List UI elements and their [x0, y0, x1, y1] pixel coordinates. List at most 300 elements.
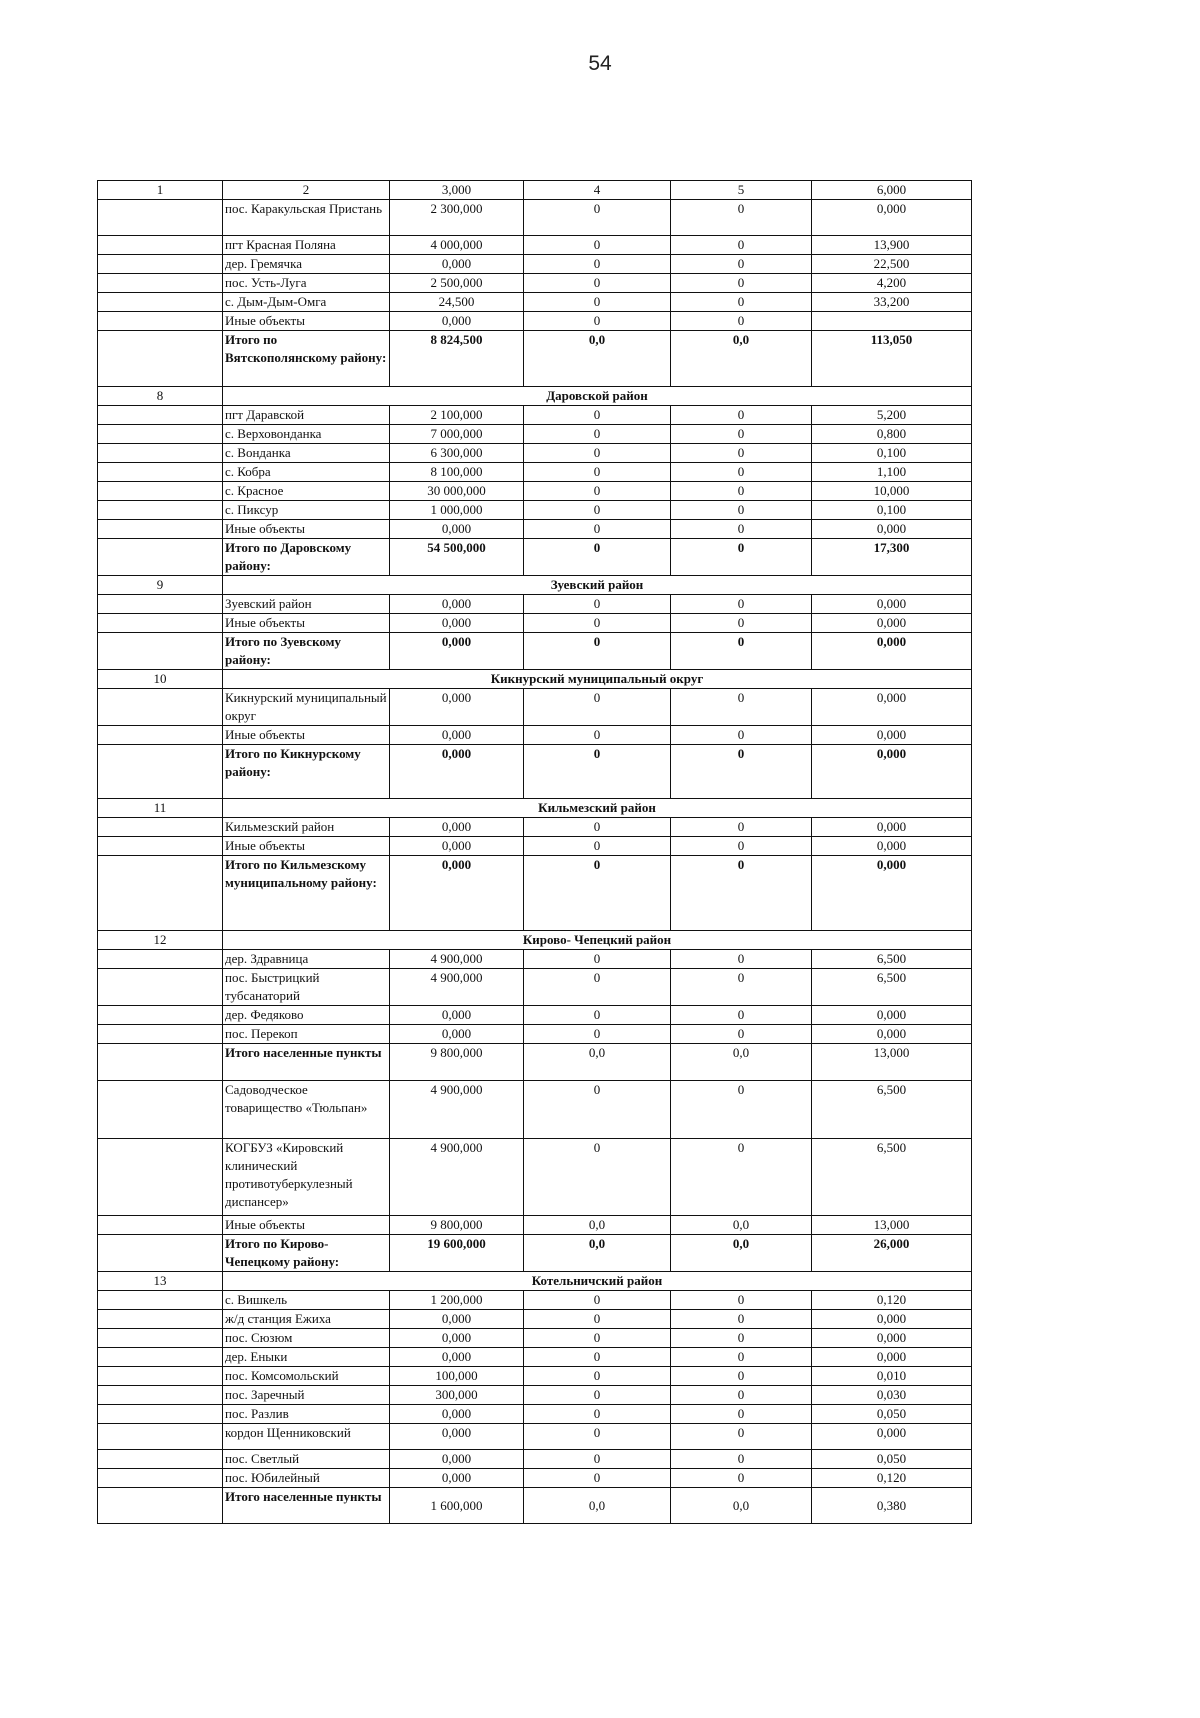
- section-number: 10: [98, 670, 223, 689]
- table-row: [98, 726, 972, 745]
- value-cell-3: 30 000,000: [390, 482, 524, 501]
- number-cell: [98, 614, 223, 633]
- table-row: [98, 274, 972, 293]
- value-cell-4: 0: [524, 950, 671, 969]
- value-cell-6: 0,000: [812, 745, 972, 799]
- value-cell-4: 0: [524, 1405, 671, 1424]
- row-label: с. Дым-Дым-Омга: [223, 293, 390, 312]
- row-label: пос. Заречный: [223, 1386, 390, 1405]
- value-cell-3: 54 500,000: [390, 539, 524, 576]
- number-cell: [98, 1081, 223, 1139]
- value-cell-5: 0,0: [671, 331, 812, 387]
- value-cell-3: 8 100,000: [390, 463, 524, 482]
- value-cell-4: 0: [524, 1469, 671, 1488]
- value-cell-5: 0: [671, 950, 812, 969]
- number-cell: [98, 236, 223, 255]
- value-cell-3: 0,000: [390, 818, 524, 837]
- value-cell-5: 0: [671, 1329, 812, 1348]
- value-cell-3: 0,000: [390, 595, 524, 614]
- table-row: [98, 1405, 972, 1424]
- row-label: ж/д станция Ежиха: [223, 1310, 390, 1329]
- value-cell-4: 0: [524, 1367, 671, 1386]
- table-row: [98, 1025, 972, 1044]
- value-cell-6: 0,000: [812, 1348, 972, 1367]
- header-row: [98, 181, 972, 200]
- section-header-row: [98, 1272, 972, 1291]
- value-cell-5: 0: [671, 689, 812, 726]
- value-cell-6: 0,000: [812, 837, 972, 856]
- row-label: дер. Гремячка: [223, 255, 390, 274]
- table-row: [98, 293, 972, 312]
- number-cell: [98, 1469, 223, 1488]
- value-cell-6: 6,500: [812, 950, 972, 969]
- value-cell-4: 0: [524, 1386, 671, 1405]
- table-row: [98, 255, 972, 274]
- table-row: [98, 406, 972, 425]
- value-cell-3: 0,000: [390, 520, 524, 539]
- value-cell-4: 0,0: [524, 331, 671, 387]
- value-cell-6: 0,800: [812, 425, 972, 444]
- number-cell: [98, 200, 223, 236]
- table-row: [98, 969, 972, 1006]
- value-cell-5: 0: [671, 1025, 812, 1044]
- value-cell-4: 0: [524, 1081, 671, 1139]
- section-number: 9: [98, 576, 223, 595]
- row-label: Итого населенные пункты: [223, 1044, 390, 1081]
- table-row: [98, 614, 972, 633]
- value-cell-5: 0: [671, 1006, 812, 1025]
- value-cell-5: 0: [671, 1469, 812, 1488]
- table-row: [98, 501, 972, 520]
- value-cell-6: 0,000: [812, 1424, 972, 1450]
- table-row: [98, 1367, 972, 1386]
- header-cell-6: 6,000: [812, 181, 972, 200]
- value-cell-6: 6,500: [812, 1139, 972, 1216]
- value-cell-5: 0: [671, 726, 812, 745]
- number-cell: [98, 1139, 223, 1216]
- value-cell-5: 0: [671, 837, 812, 856]
- value-cell-5: 0: [671, 1291, 812, 1310]
- section-number: 11: [98, 799, 223, 818]
- value-cell-6: 0,050: [812, 1405, 972, 1424]
- row-label: пгт Даравской: [223, 406, 390, 425]
- number-cell: [98, 1044, 223, 1081]
- table-row: [98, 236, 972, 255]
- row-label: дер. Еныки: [223, 1348, 390, 1367]
- number-cell: [98, 1450, 223, 1469]
- value-cell-5: 0: [671, 969, 812, 1006]
- table-row: [98, 1348, 972, 1367]
- value-cell-4: 0: [524, 1310, 671, 1329]
- number-cell: [98, 1216, 223, 1235]
- value-cell-3: 2 100,000: [390, 406, 524, 425]
- value-cell-5: 0: [671, 1310, 812, 1329]
- header-cell-2: 2: [223, 181, 390, 200]
- value-cell-4: 0: [524, 633, 671, 670]
- header-cell-1: 1: [98, 181, 223, 200]
- table-row: [98, 1488, 972, 1524]
- number-cell: [98, 482, 223, 501]
- table-row: [98, 1424, 972, 1450]
- value-cell-3: 9 800,000: [390, 1044, 524, 1081]
- table-row: [98, 1450, 972, 1469]
- table-row: [98, 520, 972, 539]
- row-label: Кильмезский район: [223, 818, 390, 837]
- row-label: Итого по Даровскому району:: [223, 539, 390, 576]
- table-row: [98, 444, 972, 463]
- value-cell-6: 0,000: [812, 1310, 972, 1329]
- value-cell-4: 0: [524, 1424, 671, 1450]
- value-cell-5: 0: [671, 633, 812, 670]
- value-cell-3: 0,000: [390, 856, 524, 931]
- number-cell: [98, 633, 223, 670]
- value-cell-6: 0,000: [812, 633, 972, 670]
- value-cell-5: 0: [671, 595, 812, 614]
- value-cell-6: 0,030: [812, 1386, 972, 1405]
- value-cell-4: 0: [524, 856, 671, 931]
- value-cell-5: 0: [671, 1348, 812, 1367]
- number-cell: [98, 1025, 223, 1044]
- row-label: пос. Каракульская Пристань: [223, 200, 390, 236]
- section-title: Кильмезский район: [223, 799, 972, 818]
- row-label: дер. Федяково: [223, 1006, 390, 1025]
- value-cell-3: 0,000: [390, 726, 524, 745]
- section-title: Кирово- Чепецкий район: [223, 931, 972, 950]
- value-cell-6: 0,000: [812, 856, 972, 931]
- number-cell: [98, 1424, 223, 1450]
- total-row: [98, 745, 972, 799]
- total-row: [98, 539, 972, 576]
- number-cell: [98, 444, 223, 463]
- value-cell-6: 22,500: [812, 255, 972, 274]
- number-cell: [98, 1006, 223, 1025]
- table-row: [98, 818, 972, 837]
- number-cell: [98, 726, 223, 745]
- row-label: пос. Быстрицкий тубсанаторий: [223, 969, 390, 1006]
- value-cell-6: 113,050: [812, 331, 972, 387]
- number-cell: [98, 1329, 223, 1348]
- value-cell-5: 0: [671, 1424, 812, 1450]
- value-cell-4: 0: [524, 1139, 671, 1216]
- value-cell-4: 0: [524, 425, 671, 444]
- value-cell-3: 4 900,000: [390, 1081, 524, 1139]
- value-cell-6: 0,010: [812, 1367, 972, 1386]
- value-cell-3: 0,000: [390, 1025, 524, 1044]
- value-cell-5: 0: [671, 200, 812, 236]
- value-cell-6: 0,000: [812, 1329, 972, 1348]
- value-cell-4: 0: [524, 969, 671, 1006]
- row-label: пос. Юбилейный: [223, 1469, 390, 1488]
- value-cell-5: 0,0: [671, 1044, 812, 1081]
- value-cell-4: 0: [524, 200, 671, 236]
- section-header-row: [98, 576, 972, 595]
- value-cell-6: 0,100: [812, 444, 972, 463]
- value-cell-4: 0: [524, 520, 671, 539]
- value-cell-6: 0,000: [812, 595, 972, 614]
- row-label: с. Вонданка: [223, 444, 390, 463]
- table-row: [98, 200, 972, 236]
- table-row: [98, 425, 972, 444]
- table-row: [98, 595, 972, 614]
- data-table: [97, 180, 972, 1524]
- number-cell: [98, 1367, 223, 1386]
- row-label: Итого по Кикнурскому району:: [223, 745, 390, 799]
- number-cell: [98, 1348, 223, 1367]
- value-cell-4: 0: [524, 312, 671, 331]
- number-cell: [98, 520, 223, 539]
- section-header-row: [98, 799, 972, 818]
- value-cell-4: 0: [524, 1450, 671, 1469]
- number-cell: [98, 1310, 223, 1329]
- value-cell-6: 0,000: [812, 1025, 972, 1044]
- number-cell: [98, 255, 223, 274]
- row-label: пгт Красная Поляна: [223, 236, 390, 255]
- value-cell-6: 5,200: [812, 406, 972, 425]
- value-cell-6: 0,380: [812, 1488, 972, 1524]
- value-cell-5: 0: [671, 1450, 812, 1469]
- number-cell: [98, 501, 223, 520]
- section-number: 13: [98, 1272, 223, 1291]
- row-label: Итого по Вятскополянскому району:: [223, 331, 390, 387]
- value-cell-5: 0,0: [671, 1216, 812, 1235]
- value-cell-5: 0: [671, 614, 812, 633]
- value-cell-5: 0: [671, 1405, 812, 1424]
- value-cell-4: 0: [524, 745, 671, 799]
- number-cell: [98, 425, 223, 444]
- value-cell-4: 0: [524, 255, 671, 274]
- value-cell-6: 0,000: [812, 1006, 972, 1025]
- value-cell-4: 0,0: [524, 1216, 671, 1235]
- value-cell-4: 0: [524, 726, 671, 745]
- value-cell-6: 4,200: [812, 274, 972, 293]
- value-cell-3: 0,000: [390, 1329, 524, 1348]
- table-row: [98, 482, 972, 501]
- row-label: с. Пиксур: [223, 501, 390, 520]
- row-label: Иные объекты: [223, 726, 390, 745]
- value-cell-3: 100,000: [390, 1367, 524, 1386]
- value-cell-6: [812, 312, 972, 331]
- value-cell-4: 0: [524, 837, 671, 856]
- value-cell-3: 4 900,000: [390, 950, 524, 969]
- value-cell-3: 8 824,500: [390, 331, 524, 387]
- value-cell-4: 0: [524, 1006, 671, 1025]
- row-label: Итого по Кирово-Чепецкому району:: [223, 1235, 390, 1272]
- row-label: Итого по Кильмезскому муниципальному району:: [223, 856, 390, 931]
- table-row: [98, 1044, 972, 1081]
- value-cell-4: 0: [524, 1025, 671, 1044]
- table-row: [98, 1386, 972, 1405]
- value-cell-3: 0,000: [390, 312, 524, 331]
- value-cell-6: 13,900: [812, 236, 972, 255]
- value-cell-3: 4 000,000: [390, 236, 524, 255]
- value-cell-5: 0: [671, 425, 812, 444]
- table-row: [98, 950, 972, 969]
- value-cell-5: 0: [671, 1139, 812, 1216]
- number-cell: [98, 539, 223, 576]
- table-row: [98, 1216, 972, 1235]
- row-label: Кикнурский муниципальный округ: [223, 689, 390, 726]
- section-header-row: [98, 931, 972, 950]
- value-cell-5: 0: [671, 501, 812, 520]
- table-row: [98, 1469, 972, 1488]
- number-cell: [98, 1291, 223, 1310]
- row-label: дер. Здравница: [223, 950, 390, 969]
- section-number: 8: [98, 387, 223, 406]
- number-cell: [98, 745, 223, 799]
- number-cell: [98, 595, 223, 614]
- row-label: Итого по Зуевскому району:: [223, 633, 390, 670]
- total-row: [98, 331, 972, 387]
- header-cell-3: 3,000: [390, 181, 524, 200]
- value-cell-6: 0,050: [812, 1450, 972, 1469]
- total-row: [98, 856, 972, 931]
- number-cell: [98, 856, 223, 931]
- value-cell-6: 1,100: [812, 463, 972, 482]
- number-cell: [98, 406, 223, 425]
- total-row: [98, 1235, 972, 1272]
- value-cell-4: 0,0: [524, 1488, 671, 1524]
- value-cell-5: 0,0: [671, 1235, 812, 1272]
- value-cell-6: 26,000: [812, 1235, 972, 1272]
- table-row: [98, 1139, 972, 1216]
- value-cell-3: 24,500: [390, 293, 524, 312]
- row-label: пос. Светлый: [223, 1450, 390, 1469]
- table-row: [98, 689, 972, 726]
- value-cell-5: 0: [671, 1386, 812, 1405]
- number-cell: [98, 969, 223, 1006]
- table-row: [98, 312, 972, 331]
- value-cell-5: 0: [671, 745, 812, 799]
- value-cell-6: 17,300: [812, 539, 972, 576]
- section-title: Кикнурский муниципальный округ: [223, 670, 972, 689]
- value-cell-3: 2 300,000: [390, 200, 524, 236]
- value-cell-6: 0,000: [812, 726, 972, 745]
- value-cell-3: 0,000: [390, 1424, 524, 1450]
- value-cell-5: 0: [671, 236, 812, 255]
- value-cell-5: 0: [671, 255, 812, 274]
- value-cell-3: 19 600,000: [390, 1235, 524, 1272]
- table-row: [98, 1291, 972, 1310]
- value-cell-5: 0: [671, 312, 812, 331]
- value-cell-4: 0,0: [524, 1235, 671, 1272]
- value-cell-6: 0,100: [812, 501, 972, 520]
- section-title: Котельничский район: [223, 1272, 972, 1291]
- row-label: КОГБУЗ «Кировский клинический противотуберкулезный диспансер»: [223, 1139, 390, 1216]
- table-row: [98, 463, 972, 482]
- value-cell-4: 0: [524, 689, 671, 726]
- value-cell-3: 0,000: [390, 1405, 524, 1424]
- value-cell-5: 0: [671, 1367, 812, 1386]
- value-cell-3: 0,000: [390, 1450, 524, 1469]
- value-cell-3: 0,000: [390, 255, 524, 274]
- value-cell-5: 0: [671, 444, 812, 463]
- value-cell-3: 4 900,000: [390, 969, 524, 1006]
- table-row: [98, 837, 972, 856]
- row-label: пос. Комсомольский: [223, 1367, 390, 1386]
- value-cell-5: 0: [671, 818, 812, 837]
- value-cell-4: 0: [524, 236, 671, 255]
- number-cell: [98, 1386, 223, 1405]
- value-cell-3: 4 900,000: [390, 1139, 524, 1216]
- row-label: с. Верховонданка: [223, 425, 390, 444]
- value-cell-4: 0,0: [524, 1044, 671, 1081]
- number-cell: [98, 293, 223, 312]
- row-label: Иные объекты: [223, 312, 390, 331]
- value-cell-4: 0: [524, 501, 671, 520]
- number-cell: [98, 1405, 223, 1424]
- value-cell-4: 0: [524, 1291, 671, 1310]
- value-cell-3: 300,000: [390, 1386, 524, 1405]
- value-cell-5: 0: [671, 520, 812, 539]
- page-number: 54: [588, 52, 612, 75]
- value-cell-3: 1 200,000: [390, 1291, 524, 1310]
- value-cell-3: 7 000,000: [390, 425, 524, 444]
- value-cell-6: 10,000: [812, 482, 972, 501]
- row-label: Иные объекты: [223, 614, 390, 633]
- row-label: Иные объекты: [223, 520, 390, 539]
- value-cell-4: 0: [524, 539, 671, 576]
- value-cell-4: 0: [524, 444, 671, 463]
- row-label: Садоводческое товарищество «Тюльпан»: [223, 1081, 390, 1139]
- value-cell-3: 0,000: [390, 614, 524, 633]
- number-cell: [98, 1488, 223, 1524]
- section-number: 12: [98, 931, 223, 950]
- table-body: [98, 181, 972, 1524]
- value-cell-4: 0: [524, 818, 671, 837]
- value-cell-4: 0: [524, 463, 671, 482]
- number-cell: [98, 689, 223, 726]
- value-cell-4: 0: [524, 595, 671, 614]
- value-cell-3: 0,000: [390, 1469, 524, 1488]
- value-cell-5: 0,0: [671, 1488, 812, 1524]
- table-row: [98, 1310, 972, 1329]
- value-cell-4: 0: [524, 482, 671, 501]
- row-label: пос. Перекоп: [223, 1025, 390, 1044]
- table-row: [98, 1329, 972, 1348]
- number-cell: [98, 312, 223, 331]
- value-cell-5: 0: [671, 482, 812, 501]
- value-cell-5: 0: [671, 406, 812, 425]
- value-cell-3: 0,000: [390, 1006, 524, 1025]
- row-label: пос. Сюзюм: [223, 1329, 390, 1348]
- number-cell: [98, 837, 223, 856]
- value-cell-4: 0: [524, 406, 671, 425]
- value-cell-4: 0: [524, 293, 671, 312]
- value-cell-3: 6 300,000: [390, 444, 524, 463]
- row-label: с. Кобра: [223, 463, 390, 482]
- total-row: [98, 633, 972, 670]
- value-cell-6: 13,000: [812, 1216, 972, 1235]
- table-row: [98, 1081, 972, 1139]
- value-cell-4: 0: [524, 1348, 671, 1367]
- table-row: [98, 1006, 972, 1025]
- value-cell-6: 33,200: [812, 293, 972, 312]
- value-cell-3: 1 000,000: [390, 501, 524, 520]
- value-cell-6: 6,500: [812, 969, 972, 1006]
- value-cell-3: 2 500,000: [390, 274, 524, 293]
- header-cell-5: 5: [671, 181, 812, 200]
- row-label: Зуевский район: [223, 595, 390, 614]
- value-cell-3: 0,000: [390, 745, 524, 799]
- value-cell-6: 0,000: [812, 520, 972, 539]
- value-cell-6: 0,120: [812, 1291, 972, 1310]
- number-cell: [98, 331, 223, 387]
- row-label: кордон Щенниковский: [223, 1424, 390, 1450]
- row-label: с. Красное: [223, 482, 390, 501]
- number-cell: [98, 1235, 223, 1272]
- header-cell-4: 4: [524, 181, 671, 200]
- number-cell: [98, 274, 223, 293]
